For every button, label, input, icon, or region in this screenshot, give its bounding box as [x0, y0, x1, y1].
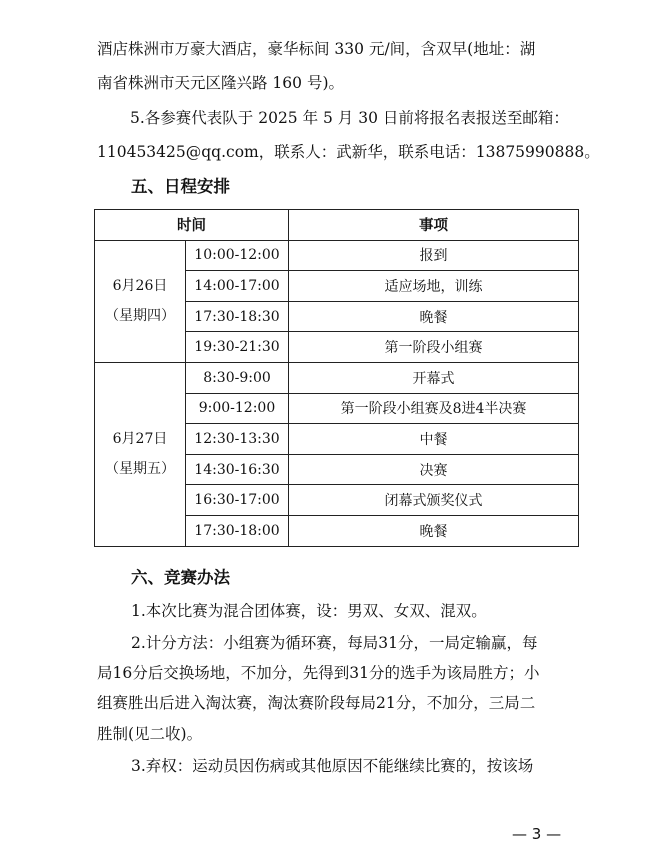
- date-label: 6月27日: [112, 431, 168, 448]
- time-cell: 17:30-18:00: [186, 515, 289, 546]
- header-time: 时间: [95, 210, 289, 241]
- hotel-paragraph-line-1: 酒店株洲市万豪大酒店，豪华标间 330 元/间，含双早(地址：湖: [97, 40, 536, 58]
- table-header-row: [95, 210, 579, 241]
- time-cell: 19:30-21:30: [186, 332, 289, 363]
- weekday-label: （星期五）: [105, 461, 175, 478]
- rule-1: 1.本次比赛为混合团体赛，设：男双、女双、混双。: [131, 602, 487, 620]
- schedule-table: [94, 209, 579, 547]
- table-row: [95, 362, 579, 393]
- header-item: 事项: [289, 210, 579, 241]
- item-cell: 晚餐: [289, 515, 579, 546]
- date-cell-day1: [95, 240, 186, 362]
- time-cell: 17:30-18:30: [186, 301, 289, 332]
- item5-line-2: 110453425@qq.com，联系人：武新华，联系电话：13875990888。: [97, 143, 600, 161]
- item-cell: 中餐: [289, 424, 579, 455]
- rule-2-line-1: 2.计分方法：小组赛为循环赛，每局31分，一局定输赢，每: [131, 634, 538, 652]
- date-cell-day2: [95, 362, 186, 546]
- section-heading-schedule: 五、日程安排: [131, 177, 230, 196]
- weekday-label: （星期四）: [105, 308, 175, 325]
- time-cell: 16:30-17:00: [186, 485, 289, 516]
- time-cell: 14:30-16:30: [186, 454, 289, 485]
- time-cell: 12:30-13:30: [186, 424, 289, 455]
- page-number: — 3 —: [512, 825, 562, 843]
- item-cell: 晚餐: [289, 301, 579, 332]
- item-cell: 开幕式: [289, 362, 579, 393]
- rule-2-line-3: 组赛胜出后进入淘汰赛，淘汰赛阶段每局21分，不加分，三局二: [97, 694, 536, 712]
- rule-3-line-1: 3.弃权：运动员因伤病或其他原因不能继续比赛的，按该场: [131, 757, 534, 775]
- item-cell: 第一阶段小组赛及8进4半决赛: [289, 393, 579, 424]
- time-cell: 14:00-17:00: [186, 271, 289, 302]
- item-cell: 闭幕式颁奖仪式: [289, 485, 579, 516]
- time-cell: 9:00-12:00: [186, 393, 289, 424]
- rule-2-line-4: 胜制(见二收)。: [97, 725, 203, 743]
- item-cell: 适应场地，训练: [289, 271, 579, 302]
- item5-line-1: 5.各参赛代表队于 2025 年 5 月 30 日前将报名表报送至邮箱：: [130, 109, 569, 127]
- time-cell: 10:00-12:00: [186, 240, 289, 271]
- item-cell: 决赛: [289, 454, 579, 485]
- item-cell: 报到: [289, 240, 579, 271]
- hotel-paragraph-line-2: 南省株洲市天元区隆兴路 160 号)。: [97, 74, 344, 92]
- date-label: 6月26日: [112, 278, 168, 295]
- item-cell: 第一阶段小组赛: [289, 332, 579, 363]
- rule-2-line-2: 局16分后交换场地，不加分，先得到31分的选手为该局胜方；小: [97, 664, 540, 682]
- section-heading-competition-rules: 六、竞赛办法: [131, 568, 230, 587]
- time-cell: 8:30-9:00: [186, 362, 289, 393]
- table-row: [95, 240, 579, 271]
